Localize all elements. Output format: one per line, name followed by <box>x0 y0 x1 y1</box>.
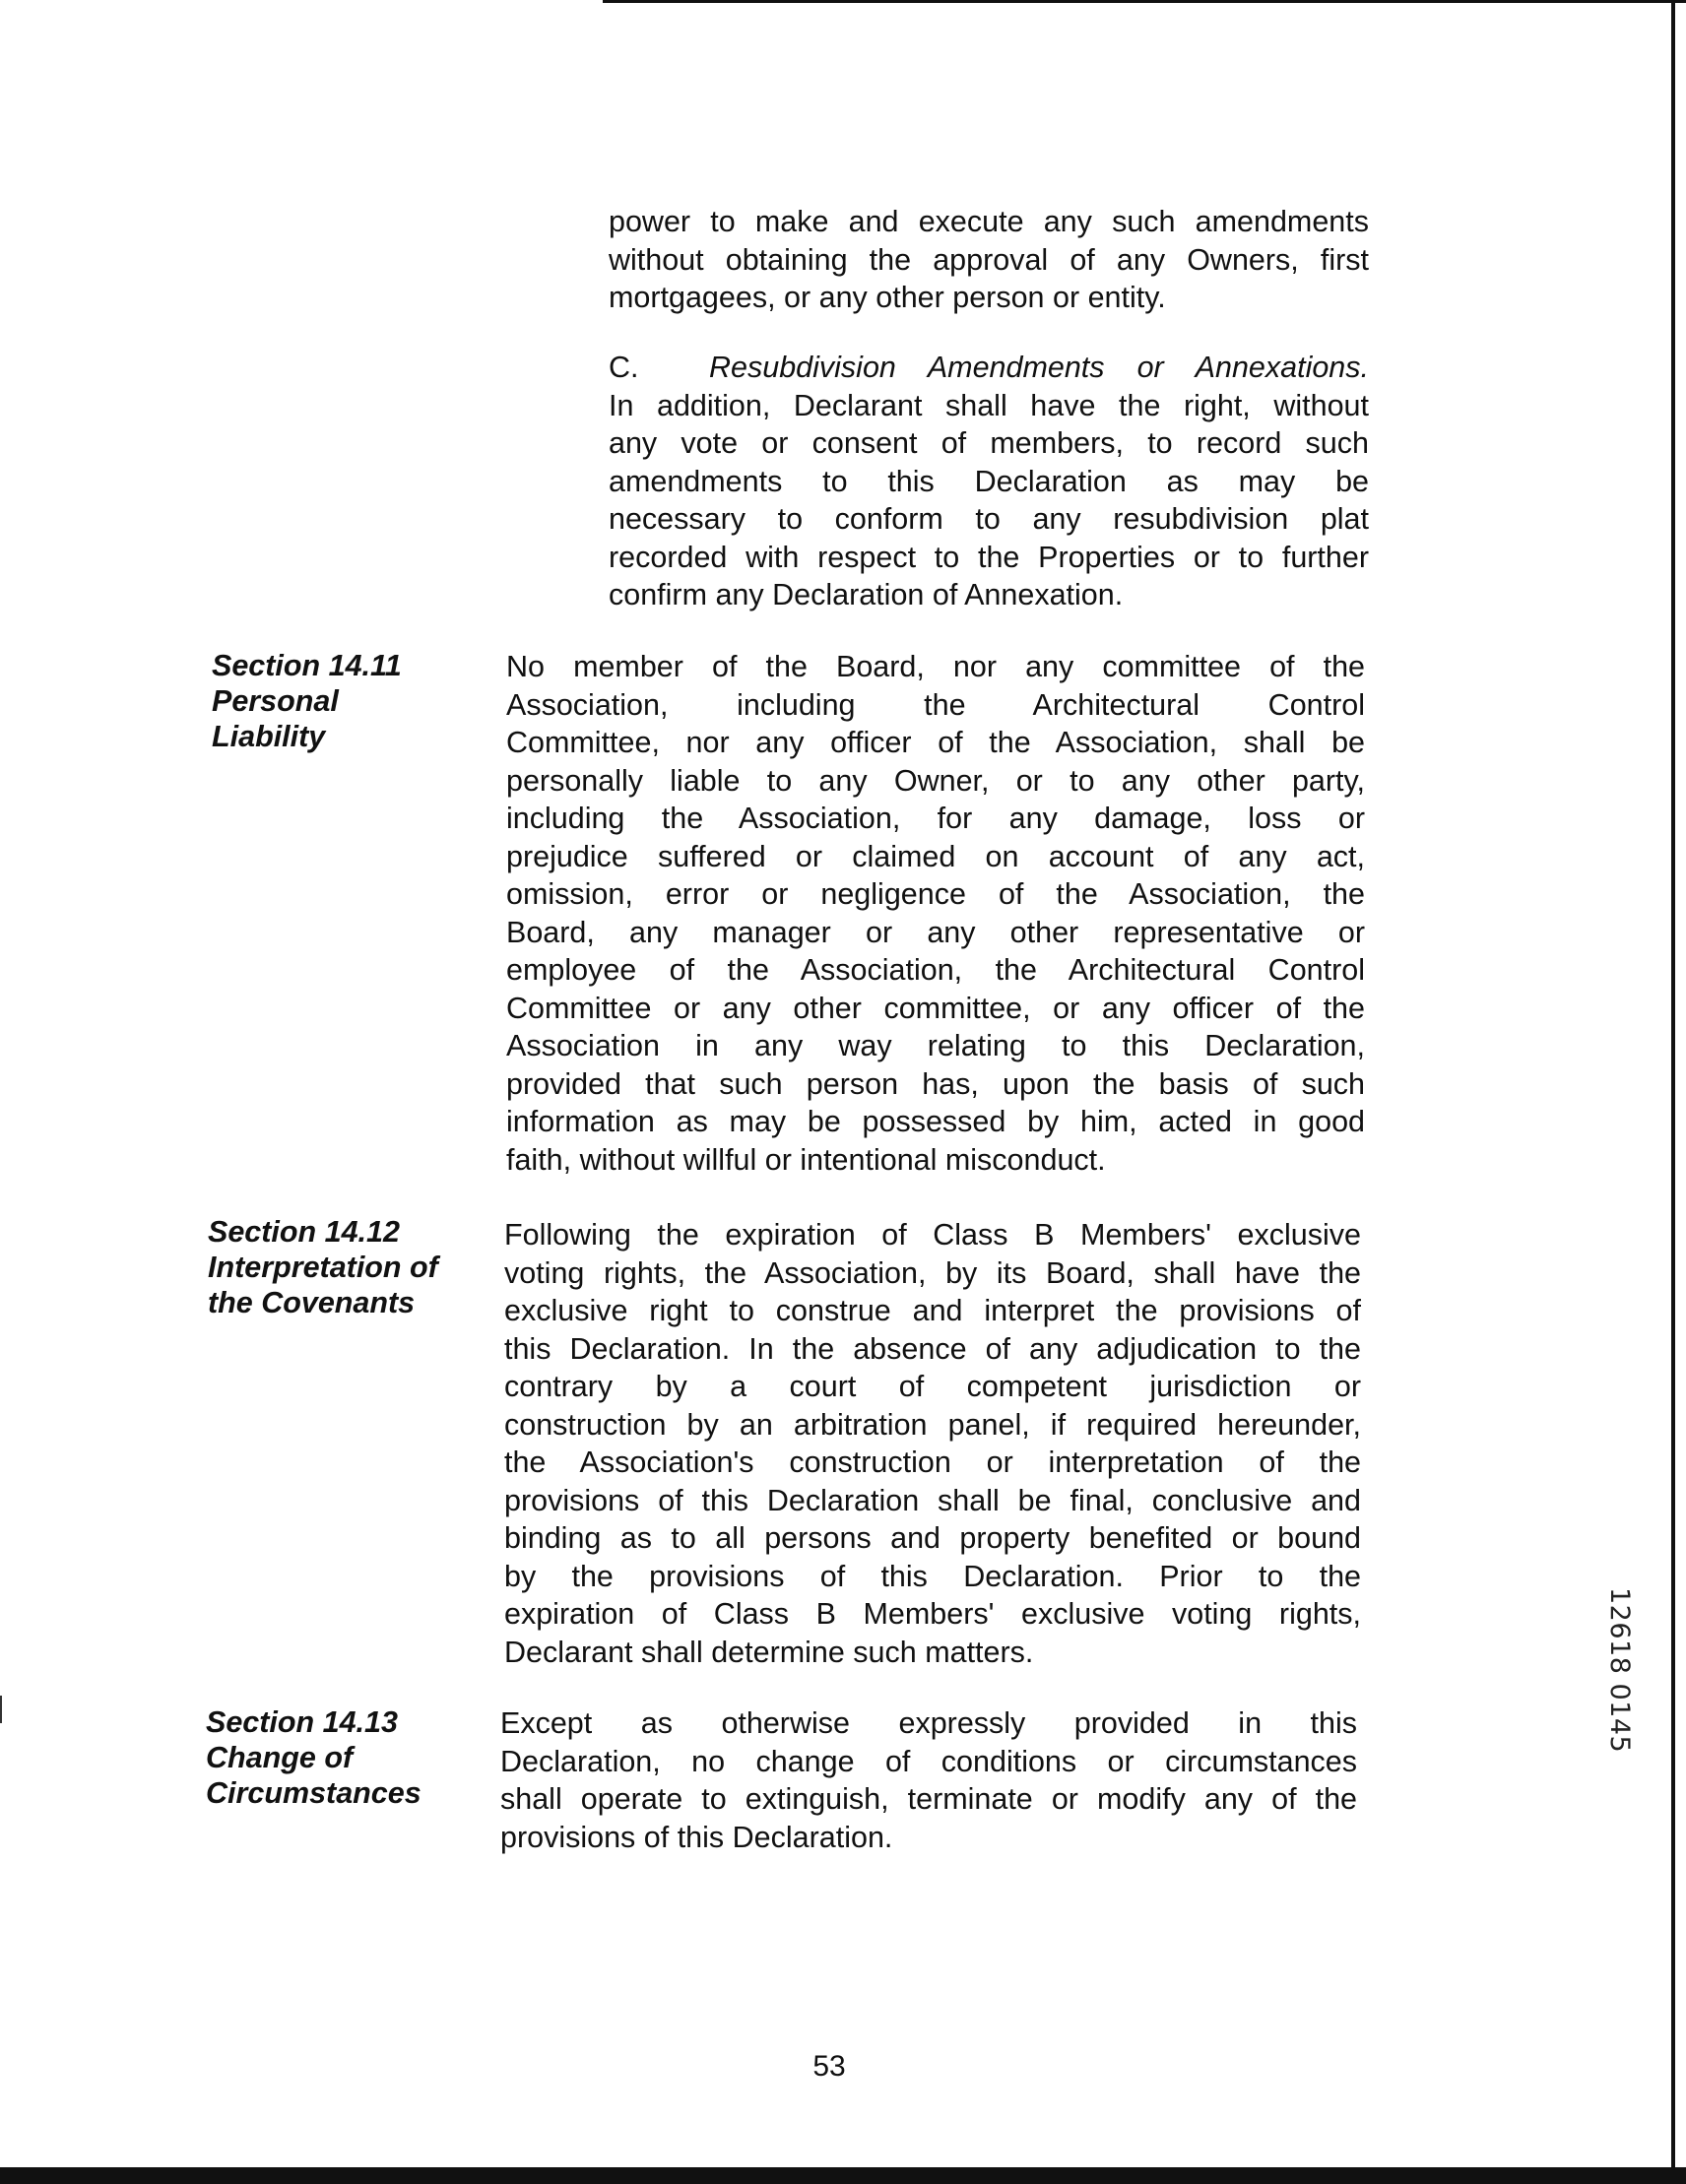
section-heading-14-12 <box>208 1214 438 1320</box>
body-line: Association, including the Architectural Control <box>506 687 1365 722</box>
subsection-c-line: necessary to conform to any resubdivision plat <box>609 502 1369 536</box>
body-line: personally liable to any Owner, or to any other party, <box>506 763 1365 798</box>
scan-border-bottom <box>0 2167 1686 2184</box>
section-title-line: Interpretation of <box>208 1251 438 1284</box>
subsection-letter: C. <box>609 351 639 384</box>
section-title-line: the Covenants <box>208 1286 416 1319</box>
body-line: information as may be possessed by him, acted in good <box>506 1105 1365 1138</box>
intro-paragraph <box>609 203 1369 317</box>
body-line: provisions of this Declaration shall be final, conclusive and <box>504 1483 1361 1517</box>
intro-line: power to make and execute any such amendments <box>609 205 1369 238</box>
subsection-c-line: In addition, Declarant shall have the right, without <box>609 388 1369 422</box>
body-line: Except as otherwise expressly provided in this <box>500 1706 1357 1740</box>
body-line: faith, without willful or intentional misconduct. <box>506 1142 1106 1177</box>
scan-border-top <box>603 0 1686 3</box>
scan-border-right <box>1671 0 1675 2184</box>
subsection-c-line: any vote or consent of members, to record such <box>609 426 1369 460</box>
section-number: Section 14.11 <box>212 649 402 682</box>
body-line: this Declaration. In the absence of any adjudication to the <box>504 1331 1361 1366</box>
body-line: the Association's construction or interpretation of the <box>504 1445 1361 1479</box>
body-line: prejudice suffered or claimed on account of any act, <box>506 839 1365 873</box>
body-line: shall operate to extinguish, terminate or modify any of the <box>500 1782 1357 1816</box>
intro-line: without obtaining the approval of any Owners, first <box>609 242 1369 277</box>
body-line: Association in any way relating to this Declaration, <box>506 1029 1365 1062</box>
subsection-c-line: confirm any Declaration of Annexation. <box>609 578 1124 611</box>
section-body-14-13 <box>500 1704 1357 1856</box>
subsection-c-heading-line <box>609 349 1369 387</box>
body-line: by the provisions of this Declaration. Prior to the <box>504 1559 1361 1593</box>
subsection-c-line: recorded with respect to the Properties or to further <box>609 540 1369 574</box>
body-line: Declaration, no change of conditions or circumstances <box>500 1744 1357 1778</box>
body-line: Board, any manager or any other representative or <box>506 915 1365 949</box>
section-body-14-12 <box>504 1216 1361 1671</box>
section-body-14-11 <box>506 648 1365 1179</box>
body-line: employee of the Association, the Architectural Control <box>506 953 1365 987</box>
section-heading-14-11 <box>212 648 402 754</box>
page-number: 53 <box>812 2050 846 2083</box>
body-line: binding as to all persons and property benefited or bound <box>504 1521 1361 1555</box>
body-line: exclusive right to construe and interpret the provisions of <box>504 1294 1361 1327</box>
body-line: construction by an arbitration panel, if required hereunder, <box>504 1407 1361 1442</box>
body-line: voting rights, the Association, by its Board, shall have the <box>504 1255 1361 1290</box>
body-line: contrary by a court of competent jurisdiction or <box>504 1370 1361 1403</box>
section-title-line: Circumstances <box>206 1776 422 1810</box>
section-title-line: Personal <box>212 684 339 718</box>
recording-stamp-text: 12618 0145 <box>1604 1587 1635 1754</box>
section-number: Section 14.13 <box>206 1705 398 1739</box>
section-title-line: Liability <box>212 720 326 753</box>
intro-line: mortgagees, or any other person or entity. <box>609 281 1166 314</box>
body-line: including the Association, for any damage, loss or <box>506 802 1365 835</box>
scan-edge-mark <box>0 1696 2 1723</box>
section-number: Section 14.12 <box>208 1215 400 1249</box>
body-line: Committee, nor any officer of the Association, shall be <box>506 726 1365 759</box>
section-title-line: Change of <box>206 1741 354 1774</box>
body-line: provided that such person has, upon the basis of such <box>506 1066 1365 1101</box>
body-line: provisions of this Declaration. <box>500 1820 893 1854</box>
body-line: expiration of Class B Members' exclusive voting rights, <box>504 1597 1361 1631</box>
body-line: Following the expiration of Class B Members' exclusive <box>504 1218 1361 1252</box>
body-line: Committee or any other committee, or any officer of the <box>506 991 1365 1025</box>
body-line: No member of the Board, nor any committee of the <box>506 650 1365 683</box>
subsection-c-line: amendments to this Declaration as may be <box>609 464 1369 498</box>
subsection-title: Resubdivision Amendments or Annexations. <box>709 351 1369 384</box>
body-line: Declarant shall determine such matters. <box>504 1635 1034 1669</box>
body-line: omission, error or negligence of the Association, the <box>506 877 1365 911</box>
section-heading-14-13 <box>206 1704 422 1811</box>
subsection-c-paragraph <box>609 349 1369 614</box>
